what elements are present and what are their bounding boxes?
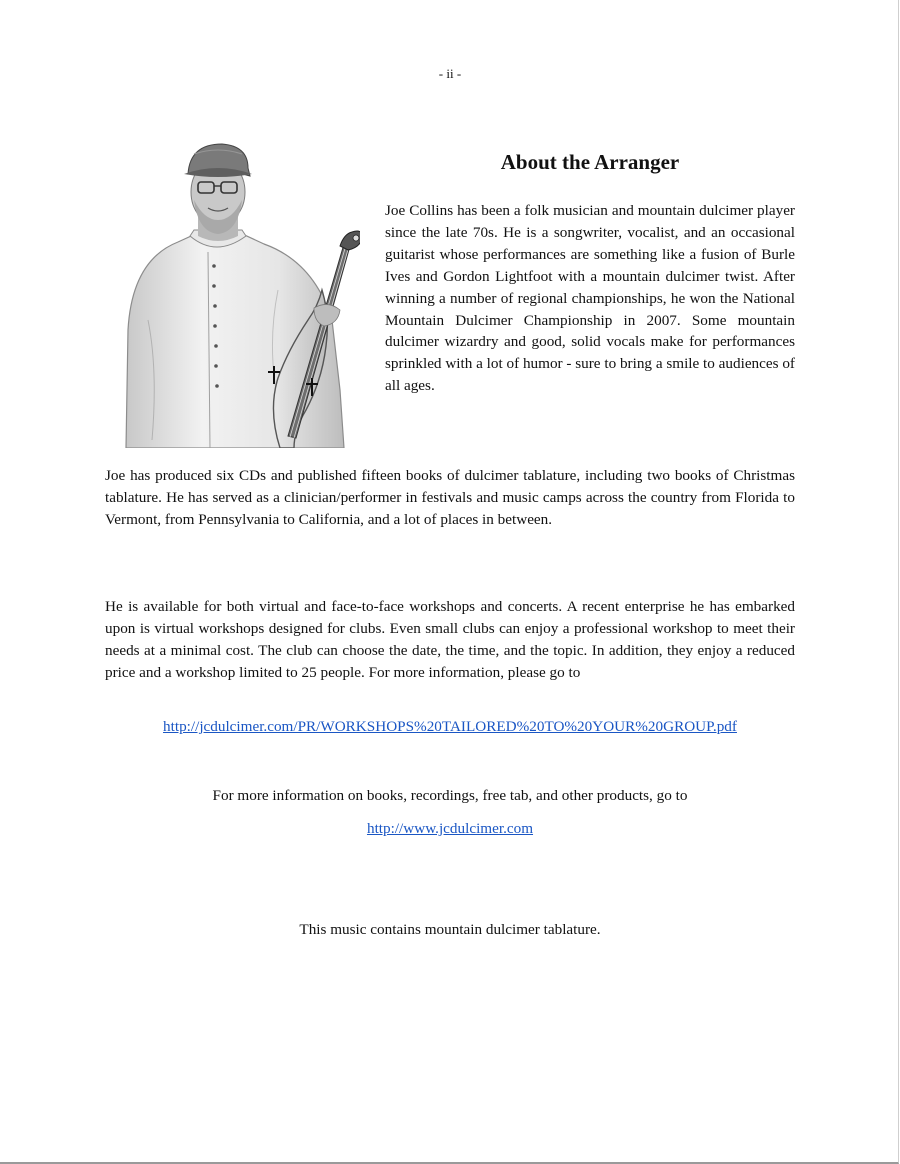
- more-info-text: For more information on books, recordings, free tab, and other products, go to: [212, 787, 688, 804]
- tablature-note: This music contains mountain dulcimer tablature.: [299, 921, 601, 938]
- page-number: - ii -: [438, 66, 462, 81]
- section-heading: About the Arranger: [500, 150, 680, 174]
- website-link[interactable]: http://www.jcdulcimer.com: [366, 820, 534, 837]
- workshop-link-line: [0, 718, 900, 736]
- arranger-photo: [118, 140, 360, 448]
- workshops-pdf-link[interactable]: http://jcdulcimer.com/PR/WORKSHOPS%20TAILORED%20TO%20YOUR%20GROUP.pdf: [163, 718, 737, 735]
- workshops-paragraph: He is available for both virtual and face-to-face workshops and concerts. A recent enterprise he has embarked upon is virtual workshops designed for clubs. Even small clubs can enjoy a professional workshop to meet their needs at a minimal cost. The club can choose the date, the time, and the topic. In addition, they enjoy a reduced price and a workshop limited to 25 people. For more information, please go to: [105, 598, 795, 681]
- website-link-line: [0, 820, 900, 838]
- arranger-bio: Joe Collins has been a folk musician and mountain dulcimer player since the late 70s. He is a songwriter, vocalist, and an occasional guitarist whose performances are something like a fusion of Burle Ives and Gordon Lightfoot with a mountain dulcimer twist. After winning a number of regional championships, he won the National Mountain Dulcimer Championship in 2007. Some mountain dulcimer wizardry and good, solid vocals make for performances sprinkled with a lot of humor - sure to bring a smile to audiences of all ages.: [385, 202, 795, 395]
- productions-paragraph: Joe has produced six CDs and published fifteen books of dulcimer tablature, including two books of Christmas tablature. He has served as a clinician/performer in festivals and music camps across the country from Florida to Vermont, from Pennsylvania to California, and a lot of places in between.: [105, 467, 795, 528]
